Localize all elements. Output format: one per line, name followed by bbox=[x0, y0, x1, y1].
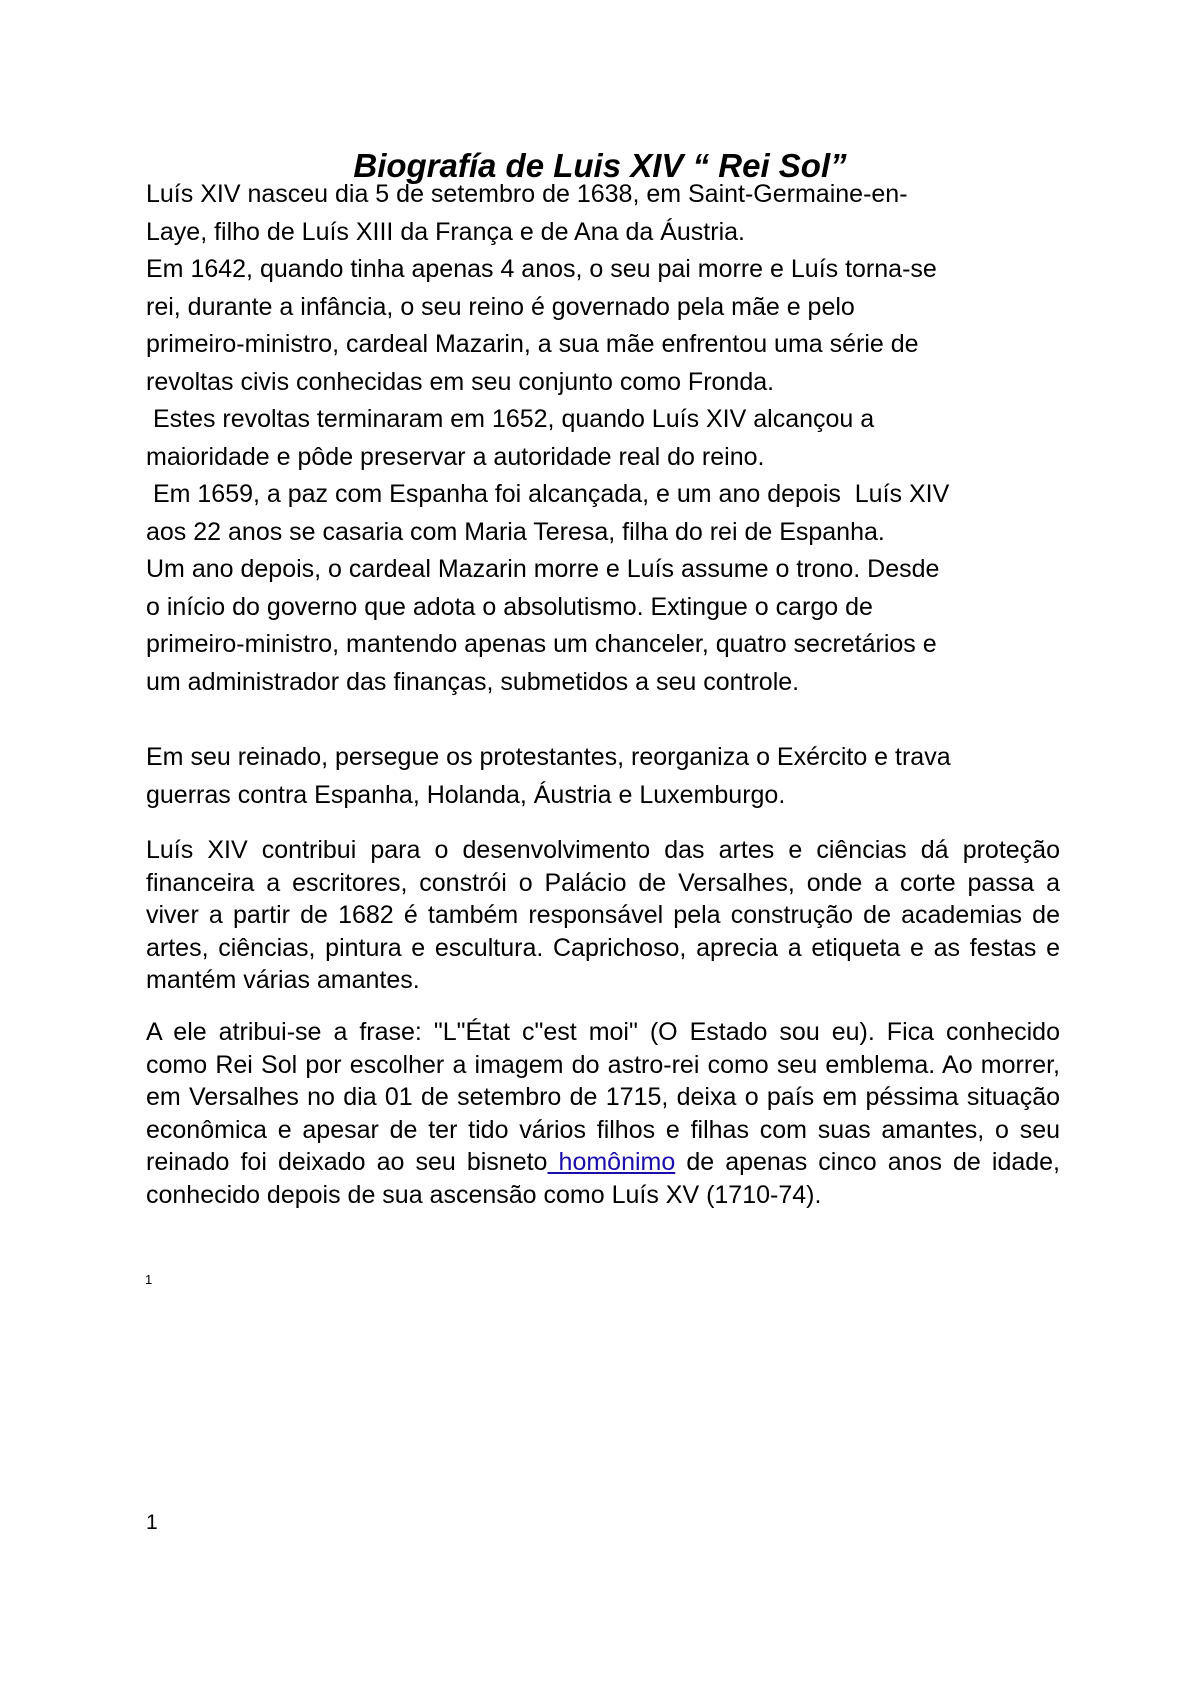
text-line: Laye, filho de Luís XIII da França e de Ana da Áustria. bbox=[146, 217, 745, 246]
text-line: um administrador das finanças, submetidos a seu controle. bbox=[146, 667, 800, 696]
intro-paragraphs bbox=[146, 176, 1066, 701]
text-line: Um ano depois, o cardeal Mazarin morre e Luís assume o trono. Desde bbox=[146, 555, 940, 583]
reign-paragraph bbox=[146, 739, 1066, 814]
homonimo-link[interactable]: homônimo bbox=[547, 1148, 676, 1177]
final-paragraph-text-end: de apenas cinco anos de idade, conhecido depois de sua ascensão como Luís XV (1710-74). bbox=[146, 1148, 1061, 1209]
final-paragraph bbox=[146, 1016, 1060, 1212]
text-line: Em 1659, a paz com Espanha foi alcançada, e um ano depois Luís XIV bbox=[146, 480, 950, 508]
text-line: primeiro-ministro, cardeal Mazarin, a sua mãe enfrentou uma série de bbox=[146, 330, 919, 358]
text-line: Luís XIV nasceu dia 5 de setembro de 1638, em Saint-Germaine-en- bbox=[146, 180, 908, 208]
text-line: primeiro-ministro, mantendo apenas um chanceler, quatro secretários e bbox=[146, 630, 937, 658]
document-title: Biografía de Luis XIV “ Rei Sol” bbox=[353, 147, 847, 184]
text-line: Estes revoltas terminaram em 1652, quando Luís XIV alcançou a bbox=[146, 405, 875, 433]
text-line: aos 22 anos se casaria com Maria Teresa, filha do rei de Espanha. bbox=[146, 517, 885, 546]
footnote-mark: 1 bbox=[145, 1272, 153, 1287]
text-line: maioridade e pôde preservar a autoridade real do reino. bbox=[146, 442, 765, 471]
final-paragraph-text-start: A ele atribui-se a frase: "L"État c"est moi" (O Estado sou eu). Fica conhecido como Rei Sol por escolher a imagem do astro-rei como seu emblema. Ao morrer, em Versalhes no dia 01 de setembro de 1715, deixa o país em péssima situação econômica e apesar de ter tido vários filhos e filhas com suas amantes, o seu reinado foi deixado ao seu bisneto bbox=[146, 1018, 1060, 1177]
text-line: revoltas civis conhecidas em seu conjunto como Fronda. bbox=[146, 367, 775, 396]
text-line: Em seu reinado, persegue os protestantes, reorganiza o Exército e trava bbox=[146, 743, 951, 771]
text-line: Em 1642, quando tinha apenas 4 anos, o seu pai morre e Luís torna-se bbox=[146, 255, 937, 283]
text-line: o início do governo que adota o absolutismo. Extingue o cargo de bbox=[146, 592, 873, 621]
text-line: rei, durante a infância, o seu reino é governado pela mãe e pelo bbox=[146, 292, 855, 321]
text-line: guerras contra Espanha, Holanda, Áustria e Luxemburgo. bbox=[146, 780, 786, 809]
page-number: 1 bbox=[146, 1511, 158, 1534]
arts-paragraph: Luís XIV contribui para o desenvolvimento das artes e ciências dá proteção financeira a escritores, constrói o Palácio de Versalhes, onde a corte passa a viver a partir de 1682 é também responsável pela construção de academias de artes, ciências, pintura e escultura. Caprichoso, aprecia a etiqueta e as festas e mantém várias amantes. bbox=[146, 836, 1060, 995]
